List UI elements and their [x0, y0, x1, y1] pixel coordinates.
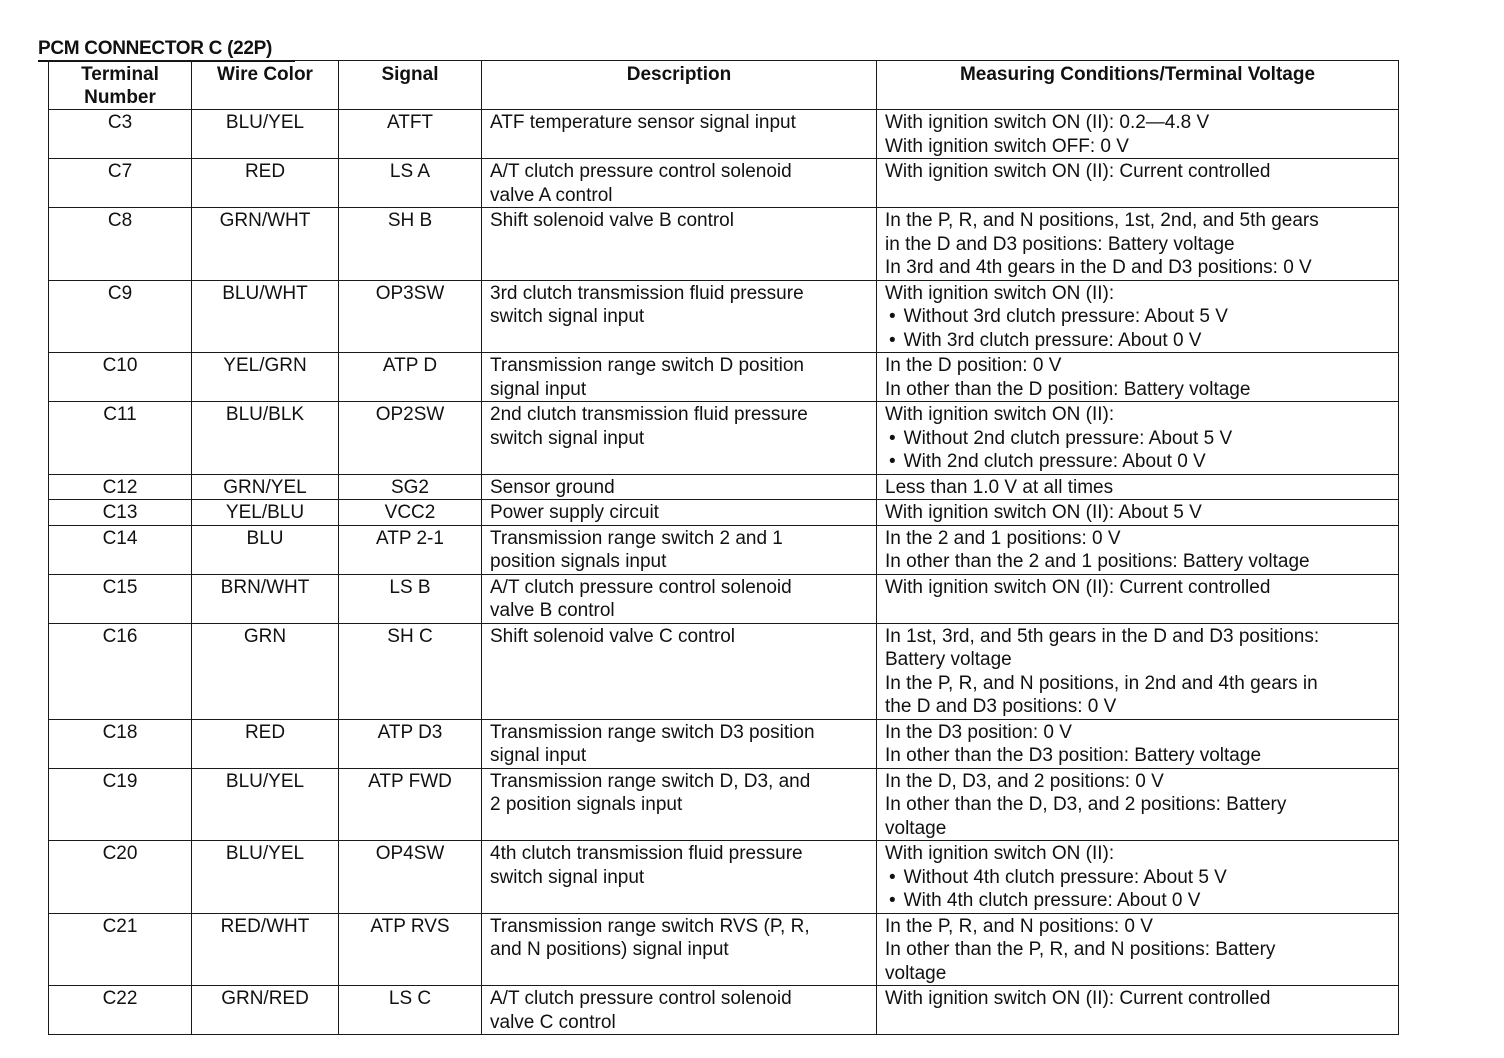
signal-cell: SH B — [339, 208, 482, 281]
measuring-conditions-cell — [877, 500, 1399, 526]
terminal-number-cell: C21 — [49, 913, 192, 986]
signal-cell: VCC2 — [339, 500, 482, 526]
description-line: 2nd clutch transmission fluid pressure — [490, 404, 808, 425]
measuring-line: With ignition switch ON (II): — [885, 404, 1115, 425]
measuring-line: In 1st, 3rd, and 5th gears in the D and D3 positions: — [885, 625, 1320, 647]
description-cell — [482, 841, 877, 914]
wire-color-cell: BLU/YEL — [192, 110, 339, 159]
measuring-bullet-line: • With 4th clutch pressure: About 0 V — [885, 889, 1390, 913]
measuring-conditions-cell — [877, 719, 1399, 768]
table-row — [49, 986, 1399, 1035]
description-cell — [482, 402, 877, 475]
description-line: valve B control — [490, 600, 615, 621]
description-line: 4th clutch transmission fluid pressure — [490, 843, 803, 864]
terminal-number-cell: C12 — [49, 474, 192, 500]
measuring-conditions-cell — [877, 402, 1399, 475]
description-cell — [482, 353, 877, 402]
table-row — [49, 280, 1399, 353]
measuring-line: With ignition switch ON (II): — [885, 843, 1115, 864]
table-row — [49, 110, 1399, 159]
description-cell — [482, 623, 877, 719]
terminal-number-cell: C3 — [49, 110, 192, 159]
description-line: Transmission range switch D, D3, and — [490, 770, 811, 792]
pinout-table — [48, 60, 1399, 1035]
signal-cell: OP3SW — [339, 280, 482, 353]
header-wire-color: Wire Color — [192, 61, 339, 110]
description-cell — [482, 159, 877, 208]
wire-color-cell: GRN/RED — [192, 986, 339, 1035]
measuring-bullet-line: • With 3rd clutch pressure: About 0 V — [885, 329, 1390, 353]
terminal-number-cell: C16 — [49, 623, 192, 719]
signal-cell: LS B — [339, 574, 482, 623]
table-row — [49, 719, 1399, 768]
terminal-number-cell: C7 — [49, 159, 192, 208]
description-line: valve A control — [490, 184, 613, 206]
description-cell — [482, 986, 877, 1035]
measuring-line: In the D3 position: 0 V — [885, 721, 1072, 743]
measuring-line: In other than the P, R, and N positions: Battery — [885, 939, 1276, 960]
signal-cell: LS C — [339, 986, 482, 1035]
terminal-number-cell: C20 — [49, 841, 192, 914]
description-line: A/T clutch pressure control solenoid — [490, 988, 792, 1009]
measuring-line: In the 2 and 1 positions: 0 V — [885, 527, 1121, 549]
description-line: 2 position signals input — [490, 794, 683, 815]
description-line: position signals input — [490, 551, 667, 572]
description-line: switch signal input — [490, 427, 645, 449]
terminal-number-cell: C9 — [49, 280, 192, 353]
measuring-line: In the P, R, and N positions: 0 V — [885, 915, 1153, 937]
measuring-bullet-line: • Without 2nd clutch pressure: About 5 V — [885, 427, 1390, 451]
measuring-conditions-cell — [877, 474, 1399, 500]
terminal-number-cell: C22 — [49, 986, 192, 1035]
measuring-conditions-cell — [877, 353, 1399, 402]
measuring-line: In other than the 2 and 1 positions: Battery voltage — [885, 551, 1310, 572]
description-cell — [482, 525, 877, 574]
signal-cell: OP4SW — [339, 841, 482, 914]
measuring-conditions-cell — [877, 208, 1399, 281]
description-line: switch signal input — [490, 306, 645, 327]
description-cell — [482, 574, 877, 623]
measuring-bullet-line: • With 2nd clutch pressure: About 0 V — [885, 450, 1390, 474]
measuring-conditions-cell — [877, 280, 1399, 353]
header-terminal-number — [49, 61, 192, 110]
signal-cell: ATP D — [339, 353, 482, 402]
signal-cell: ATP RVS — [339, 913, 482, 986]
measuring-line: In the P, R, and N positions, 1st, 2nd, and 5th gears — [885, 210, 1319, 231]
header-terminal-label: Terminal Number — [81, 64, 159, 108]
measuring-line: With ignition switch OFF: 0 V — [885, 135, 1129, 157]
header-row — [49, 61, 1399, 110]
wire-color-cell: YEL/BLU — [192, 500, 339, 526]
signal-cell: ATFT — [339, 110, 482, 159]
description-line: signal input — [490, 378, 587, 400]
table-row — [49, 525, 1399, 574]
measuring-line: In the D, D3, and 2 positions: 0 V — [885, 770, 1164, 792]
description-line: signal input — [490, 745, 587, 766]
measuring-conditions-cell — [877, 768, 1399, 841]
terminal-number-cell: C10 — [49, 353, 192, 402]
terminal-number-cell: C8 — [49, 208, 192, 281]
wire-color-cell: BLU/YEL — [192, 768, 339, 841]
measuring-conditions-cell — [877, 159, 1399, 208]
header-description: Description — [482, 61, 877, 110]
terminal-number-cell: C15 — [49, 574, 192, 623]
description-cell — [482, 500, 877, 526]
table-row — [49, 841, 1399, 914]
terminal-number-cell: C18 — [49, 719, 192, 768]
measuring-line: With ignition switch ON (II): Current controlled — [885, 161, 1271, 182]
description-line: valve C control — [490, 1011, 616, 1033]
table-row — [49, 159, 1399, 208]
description-cell — [482, 474, 877, 500]
measuring-conditions-cell — [877, 986, 1399, 1035]
table-row — [49, 353, 1399, 402]
table-row — [49, 768, 1399, 841]
header-signal: Signal — [339, 61, 482, 110]
table-row — [49, 500, 1399, 526]
wire-color-cell: GRN/YEL — [192, 474, 339, 500]
terminal-number-cell: C13 — [49, 500, 192, 526]
description-line: Shift solenoid valve C control — [490, 625, 736, 647]
page-title: PCM CONNECTOR C (22P) — [38, 38, 273, 59]
description-cell — [482, 110, 877, 159]
description-cell — [482, 719, 877, 768]
measuring-line: With ignition switch ON (II): Current controlled — [885, 576, 1271, 598]
description-line: switch signal input — [490, 866, 645, 888]
measuring-line: In the P, R, and N positions, in 2nd and 4th gears in — [885, 672, 1318, 694]
measuring-line: With ignition switch ON (II): About 5 V — [885, 502, 1202, 523]
wire-color-cell: YEL/GRN — [192, 353, 339, 402]
measuring-line: the D and D3 positions: 0 V — [885, 696, 1117, 717]
wire-color-cell: RED — [192, 159, 339, 208]
description-cell — [482, 208, 877, 281]
measuring-line: In other than the D3 position: Battery voltage — [885, 745, 1262, 766]
description-line: A/T clutch pressure control solenoid — [490, 576, 792, 598]
description-line: Transmission range switch 2 and 1 — [490, 527, 783, 549]
wire-color-cell: BLU/YEL — [192, 841, 339, 914]
measuring-conditions-cell — [877, 623, 1399, 719]
measuring-line: With ignition switch ON (II): 0.2—4.8 V — [885, 112, 1210, 133]
wire-color-cell: BRN/WHT — [192, 574, 339, 623]
description-line: Transmission range switch RVS (P, R, — [490, 915, 810, 937]
measuring-line: In other than the D, D3, and 2 positions: Battery — [885, 794, 1287, 815]
description-line: Transmission range switch D position — [490, 355, 804, 376]
signal-cell: LS A — [339, 159, 482, 208]
table-row — [49, 913, 1399, 986]
wire-color-cell: GRN — [192, 623, 339, 719]
measuring-line: voltage — [885, 962, 947, 984]
wire-color-cell: BLU — [192, 525, 339, 574]
description-cell — [482, 280, 877, 353]
table-row — [49, 623, 1399, 719]
terminal-number-cell: C19 — [49, 768, 192, 841]
description-line: Sensor ground — [490, 476, 615, 498]
measuring-bullet-line: • Without 3rd clutch pressure: About 5 V — [885, 305, 1390, 329]
signal-cell: SG2 — [339, 474, 482, 500]
description-line: Shift solenoid valve B control — [490, 210, 734, 231]
measuring-conditions-cell — [877, 913, 1399, 986]
measuring-line: voltage — [885, 817, 947, 839]
wire-color-cell: RED/WHT — [192, 913, 339, 986]
measuring-line: With ignition switch ON (II): Current controlled — [885, 988, 1271, 1009]
measuring-conditions-cell — [877, 841, 1399, 914]
wire-color-cell: BLU/BLK — [192, 402, 339, 475]
measuring-conditions-cell — [877, 574, 1399, 623]
terminal-number-cell: C14 — [49, 525, 192, 574]
table-body — [49, 110, 1399, 1035]
wire-color-cell: BLU/WHT — [192, 280, 339, 353]
measuring-line: In 3rd and 4th gears in the D and D3 positions: 0 V — [885, 257, 1312, 278]
description-line: ATF temperature sensor signal input — [490, 112, 796, 133]
signal-cell: SH C — [339, 623, 482, 719]
description-cell — [482, 913, 877, 986]
measuring-line: Battery voltage — [885, 649, 1012, 670]
table-row — [49, 474, 1399, 500]
signal-cell: OP2SW — [339, 402, 482, 475]
table-row — [49, 574, 1399, 623]
terminal-number-cell: C11 — [49, 402, 192, 475]
description-line: Power supply circuit — [490, 502, 659, 523]
measuring-line: In other than the D position: Battery voltage — [885, 378, 1251, 400]
description-line: and N positions) signal input — [490, 939, 729, 960]
measuring-line: Less than 1.0 V at all times — [885, 476, 1114, 498]
description-line: A/T clutch pressure control solenoid — [490, 161, 792, 182]
description-line: Transmission range switch D3 position — [490, 721, 815, 743]
measuring-conditions-cell — [877, 110, 1399, 159]
signal-cell: ATP FWD — [339, 768, 482, 841]
table-row — [49, 402, 1399, 475]
measuring-bullet-line: • Without 4th clutch pressure: About 5 V — [885, 866, 1390, 890]
measuring-line: In the D position: 0 V — [885, 355, 1062, 376]
wire-color-cell: RED — [192, 719, 339, 768]
wire-color-cell: GRN/WHT — [192, 208, 339, 281]
signal-cell: ATP D3 — [339, 719, 482, 768]
signal-cell: ATP 2-1 — [339, 525, 482, 574]
description-cell — [482, 768, 877, 841]
measuring-line: in the D and D3 positions: Battery voltage — [885, 233, 1235, 255]
table-row — [49, 208, 1399, 281]
header-measuring-conditions: Measuring Conditions/Terminal Voltage — [877, 61, 1399, 110]
description-line: 3rd clutch transmission fluid pressure — [490, 282, 804, 304]
measuring-conditions-cell — [877, 525, 1399, 574]
measuring-line: With ignition switch ON (II): — [885, 282, 1115, 304]
